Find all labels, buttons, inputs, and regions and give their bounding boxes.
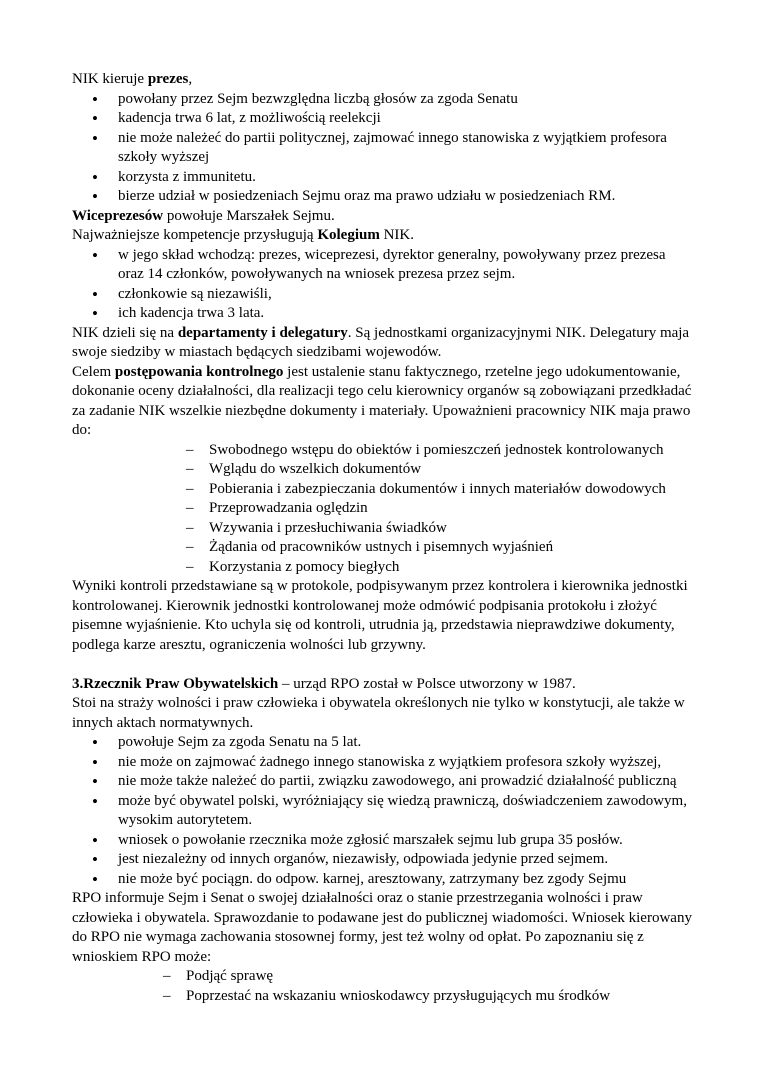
bold-term: prezes (147, 71, 189, 87)
list-item: – Pobierania i zabezpieczania dokumentów i innych materiałów dowodowych (72, 480, 692, 500)
nik-intro (72, 70, 692, 90)
list-item: • nie może także należeć do partii, związku zawodowego, ani prowadzić działalność publiczną (72, 772, 692, 792)
list-item: • członkowie są niezawiśli, (72, 285, 692, 305)
document-content (72, 70, 692, 1006)
list-item: • wniosek o powołanie rzecznika może zgłosić marszałek sejmu lub grupa 35 posłów. (72, 831, 692, 851)
wiceprezesi-paragraph (72, 207, 692, 227)
rpo-informuje-paragraph: RPO informuje Sejm i Senat o swojej działalności oraz o stanie przestrzegania wolności i praw człowieka i obywatela. Sprawozdanie to podawane jest do publicznej wiadomości. Wniosek kierowany do RPO nie wymaga zachowania stosownej formy, jest też wolny od opłat. Po zapoznaniu się z wnioskiem RPO może: (72, 890, 692, 965)
list-item: • ich kadencja trwa 3 lata. (72, 304, 692, 324)
prawa-list (72, 441, 692, 578)
bold-term: postępowania kontrolnego (114, 363, 284, 380)
text: Najważniejsze kompetencje przysługują (72, 227, 318, 243)
list-item: – Swobodnego wstępu do obiektów i pomieszczeń jednostek kontrolowanych (72, 441, 692, 461)
rpo-heading (72, 675, 692, 695)
wyniki-paragraph: Wyniki kontroli przedstawiane są w protokole, podpisywanym przez kontrolera i kierownika jednostki kontrolowanej. Kierownik jednostki kontrolowanej może odmówić podpisania protokołu i złożyć pisemne wyjaśnienie. Kto uchyla się od kontroli, utrudnia ją, przedstawia nieprawdziwe dokumenty, podlega karze aresztu, ograniczenia wolności lub grzywny. (72, 578, 688, 653)
prezes-list (72, 90, 692, 207)
text: NIK. (379, 227, 414, 243)
text: . Są jednostkami organizacyjnymi NIK. Delegatury maja swoje siedziby w miastach będących siedzibami wojewodów. (72, 324, 690, 360)
list-item: – Podjąć sprawę (72, 967, 692, 987)
rpo-moze-list (72, 967, 692, 1006)
postepowanie-paragraph (72, 363, 692, 441)
list-item: • jest niezależny od innych organów, niezawisły, odpowiada jedynie przed sejmem. (72, 850, 692, 870)
list-item: • nie może on zajmować żadnego innego stanowiska z wyjątkiem profesora szkoły wyższej, (72, 753, 692, 773)
text: , (188, 71, 193, 87)
kolegium-list (72, 246, 692, 324)
text: – urząd RPO został w Polsce utworzony w 1987. (278, 675, 576, 692)
list-item: – Wzywania i przesłuchiwania świadków (72, 519, 692, 539)
list-item: – Korzystania z pomocy biegłych (72, 558, 692, 578)
list-item: • kadencja trwa 6 lat, z możliwością reelekcji (72, 109, 692, 129)
text: NIK kieruje (72, 71, 148, 87)
text: jest ustalenie stanu faktycznego, rzetelne jego udokumentowanie, dokonanie oceny działalności, dla realizacji tego celu kierownicy organów są zobowiązani przedkładać za zadanie NIK wszelkie niezbędne dokumenty i materiały. Upoważnieni pracownicy NIK maja prawo do: (72, 363, 692, 438)
list-item: • korzysta z immunitetu. (72, 168, 692, 188)
rpo-list (72, 733, 692, 889)
list-item: • bierze udział w posiedzeniach Sejmu oraz ma prawo udziału w posiedzeniach RM. (72, 187, 692, 207)
list-item: • nie może być pociągn. do odpow. karnej, aresztowany, zatrzymany bez zgody Sejmu (72, 870, 692, 890)
departamenty-paragraph (72, 324, 692, 363)
list-item: • nie może należeć do partii politycznej, zajmować innego stanowiska z wyjątkiem profesora szkoły wyższej (72, 129, 692, 168)
text: powołuje Marszałek Sejmu. (163, 207, 335, 224)
list-item: – Przeprowadzania oględzin (72, 499, 692, 519)
rpo-intro: Stoi na straży wolności i praw człowieka i obywatela określonych nie tylko w konstytucji, ale także w innych aktach normatywnych. (72, 695, 685, 731)
list-item: • może być obywatel polski, wyróżniający się wiedzą prawniczą, doświadczeniem zawodowym, wysokim autorytetem. (72, 792, 692, 831)
list-item: • powołany przez Sejm bezwzględna liczbą głosów za zgoda Senatu (72, 90, 692, 110)
bold-term: departamenty i delegatury (177, 324, 348, 341)
list-item: – Poprzestać na wskazaniu wnioskodawcy przysługujących mu środków (72, 987, 692, 1007)
list-item: – Żądania od pracowników ustnych i pisemnych wyjaśnień (72, 538, 692, 558)
list-item: – Wglądu do wszelkich dokumentów (72, 460, 692, 480)
text: Celem (72, 363, 115, 380)
text: NIK dzieli się na (72, 324, 178, 341)
kolegium-paragraph (72, 226, 692, 246)
section-gap (72, 655, 692, 675)
section-heading: 3.Rzecznik Praw Obywatelskich (72, 675, 279, 692)
bold-term: Wiceprezesów (72, 207, 164, 224)
list-item: • powołuje Sejm za zgoda Senatu na 5 lat. (72, 733, 692, 753)
list-item: • w jego skład wchodzą: prezes, wiceprezesi, dyrektor generalny, powoływany przez prezesa oraz 14 członków, powoływanych na wniosek prezesa przez sejm. (72, 246, 692, 285)
bold-term: Kolegium (317, 227, 380, 243)
